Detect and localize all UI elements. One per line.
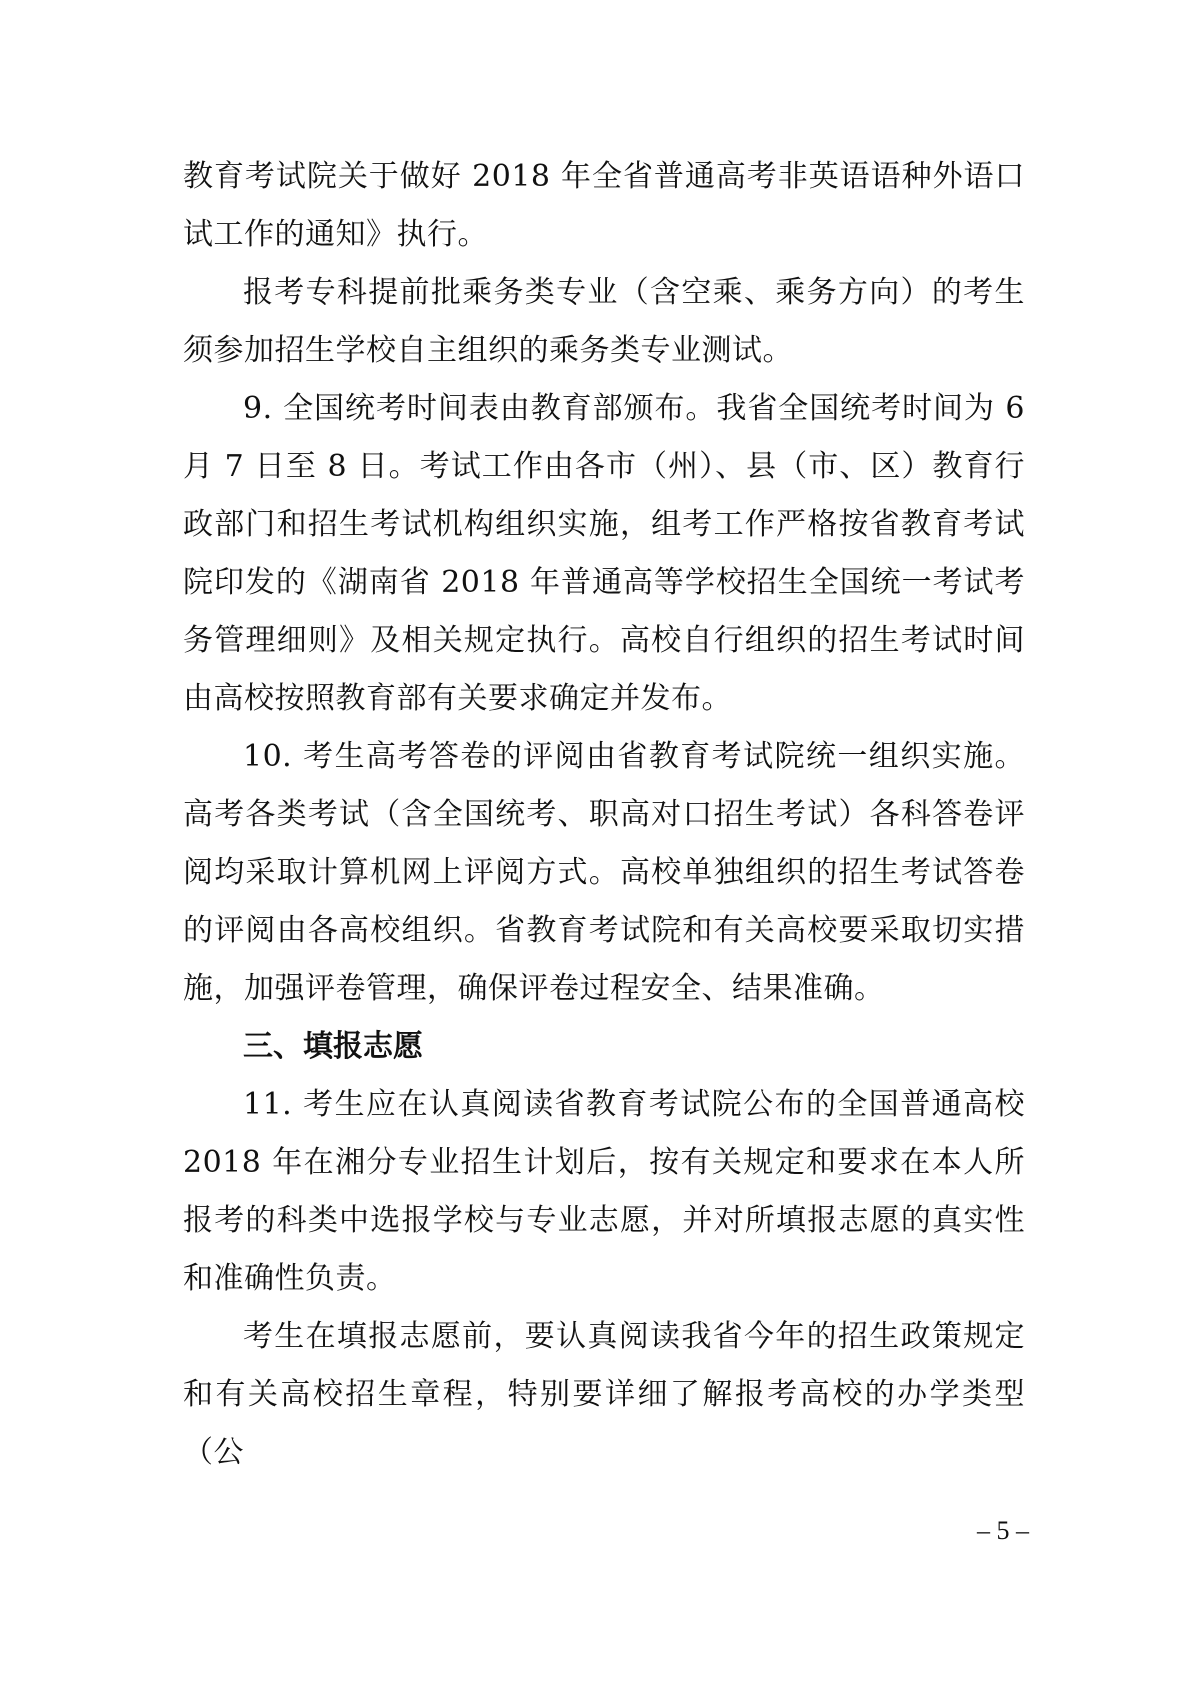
paragraph-item-10: 10. 考生高考答卷的评阅由省教育考试院统一组织实施。高考各类考试（含全国统考、职高对口招生考试）各科答卷评阅均采取计算机网上评阅方式。高校单独组织的招生考试答卷的评阅由各高校组织。省教育考试院和有关高校要采取切实措施，加强评卷管理，确保评卷过程安全、结果准确。 xyxy=(183,739,1025,1006)
paragraph-before-filling: 考生在填报志愿前，要认真阅读我省今年的招生政策规定和有关高校招生章程，特别要详细了解报考高校的办学类型（公 xyxy=(183,1319,1025,1470)
page-number: – 5 – xyxy=(977,1516,1029,1545)
document-body xyxy=(183,148,1025,1482)
section-heading: 三、填报志愿 xyxy=(243,1029,423,1064)
paragraph-item-9: 9. 全国统考时间表由教育部颁布。我省全国统考时间为 6 月 7 日至 8 日。考试工作由各市（州）、县（市、区）教育行政部门和招生考试机构组织实施，组考工作严格按省教育考试院印发的《湖南省 2018 年普通高等学校招生全国统一考试考务管理细则》及相关规定执行。高校自行组织的招生考试时间由高校按照教育部有关要求确定并发布。 xyxy=(183,391,1025,716)
paragraph-continuation: 教育考试院关于做好 2018 年全省普通高考非英语语种外语口试工作的通知》执行。 xyxy=(183,159,1025,252)
paragraph-flight-attendant-test: 报考专科提前批乘务类专业（含空乘、乘务方向）的考生须参加招生学校自主组织的乘务类专业测试。 xyxy=(183,275,1025,368)
paragraph-item-11: 11. 考生应在认真阅读省教育考试院公布的全国普通高校 2018 年在湘分专业招生计划后，按有关规定和要求在本人所报考的科类中选报学校与专业志愿，并对所填报志愿的真实性和准确性负责。 xyxy=(183,1087,1025,1296)
